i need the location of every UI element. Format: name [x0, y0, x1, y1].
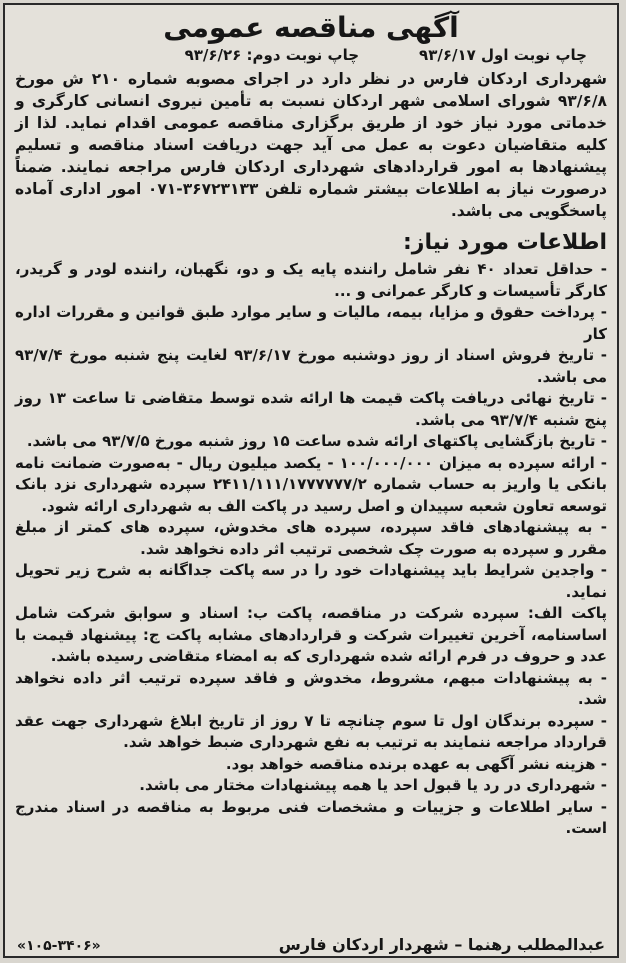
print-dates — [5, 46, 617, 64]
tender-notice — [3, 3, 619, 958]
list-item: - واجدین شرایط باید پیشنهادات خود را در سه پاکت جداگانه به شرح زیر تحویل نماید. — [15, 561, 607, 601]
first-print-date: چاپ نوبت اول ۹۳/۶/۱۷ — [419, 46, 587, 64]
list-item: - تاریخ فروش اسناد از روز دوشنبه مورخ ۹۳/۶/۱۷ لغایت پنج شنبه مورخ ۹۳/۷/۴ می باشد. — [15, 346, 607, 386]
second-print-date: چاپ نوبت دوم: ۹۳/۶/۲۶ — [184, 46, 360, 64]
section-title: اطلاعات مورد نیاز: — [402, 230, 607, 255]
list-item: - ارائه سپرده به میزان ۱۰۰/۰۰۰/۰۰۰ - یکصد میلیون ریال - به‌صورت ضمانت نامه بانکی یا واریز به حساب شماره ۲۴۱۱/۱۱۱/۱۷۷۷۷۷۷/۲ سپرده شهرداری نزد بانک توسعه تعاون شعبه سپیدان و اصل رسید در پاکت الف به شهرداری ارائه شود. — [15, 453, 607, 515]
signature: عبدالمطلب رهنما – شهردار اردکان فارس — [278, 935, 605, 954]
list-item: - شهرداری در رد یا قبول احد یا همه پیشنهادات مختار می باشد. — [139, 776, 607, 794]
list-item: - سپرده برندگان اول تا سوم چنانچه تا ۷ روز از تاریخ ابلاغ شهرداری جهت عقد قرارداد مراجعه ننمایند به ترتیب به نفع شهرداری ضبط خواهد شد. — [15, 711, 607, 751]
list-item: - هزینه نشر آگهی به عهده برنده مناقصه خواهد بود. — [225, 754, 607, 773]
ad-code: «۱۰۵-۳۴۰۶» — [17, 938, 101, 954]
list-item: - تاریخ بازگشایی پاکتهای ارائه شده ساعت ۱۵ روز شنبه مورخ ۹۳/۷/۵ می باشد. — [26, 432, 607, 450]
notice-footer — [5, 935, 617, 954]
list-item: - حداقل تعداد ۴۰ نفر شامل راننده پایه یک و دو، نگهبان، راننده لودر و گریدر، کارگر تأسیسات و کارگر عمرانی و ... — [15, 260, 607, 300]
list-item: - تاریخ نهائی دریافت پاکت قیمت ها ارائه شده توسط متقاضی تا ساعت ۱۳ روز پنج شنبه ۹۳/۷/۴ می باشد. — [15, 389, 607, 429]
list-item: - سایر اطلاعات و جزییات و مشخصات فنی مربوط به مناقصه در اسناد مندرج است. — [15, 797, 607, 837]
notice-title: آگهی مناقصه عمومی — [163, 11, 459, 44]
requirements-list — [5, 259, 617, 840]
list-item: - به پیشنهادهای فاقد سپرده، سپرده های مخدوش، سپرده های کمتر از مبلغ مقرر و سپرده به صورت چک شخصی ترتیب اثر داده نخواهد شد. — [15, 518, 607, 558]
list-item: - به پیشنهادات مبهم، مشروط، مخدوش و فاقد سپرده ترتیب اثر داده نخواهد شد. — [15, 668, 607, 708]
list-item: پاکت الف: سپرده شرکت در مناقصه، پاکت ب: اسناد و سوابق شرکت شامل اساسنامه، آخرین تغییرات شرکت و قراردادهای مشابه پاکت ج: پیشنهاد قیمت با عدد و حروف در فرم ارائه شده شهرداری که به امضاء متقاضی رسیده باشد. — [15, 604, 607, 665]
intro-paragraph: شهرداری اردکان فارس در نظر دارد در اجرای مصوبه شماره ۲۱۰ ش مورخ ۹۳/۶/۸ شورای اسلامی شهر اردکان نسبت به تأمین نیروی انسانی کارگری و خدماتی مورد نیاز خود از طریق برگزاری مناقصه عمومی اقدام نماید. لذا از کلیه متقاضیان دعوت به عمل می آید جهت دریافت اسناد مناقصه و تسلیم پیشنهادها به امور قراردادهای شهرداری اردکان فارس مراجعه نمایند. ضمناً درصورت نیاز به اطلاعات بیشتر شماره تلفن ۳۶۷۲۳۱۳۳-۰۷۱ امور اداری آماده پاسخگویی می باشد. — [15, 70, 607, 220]
list-item: - پرداخت حقوق و مزایا، بیمه، مالیات و سایر موارد طبق قوانین و مقررات اداره کار — [15, 303, 607, 343]
